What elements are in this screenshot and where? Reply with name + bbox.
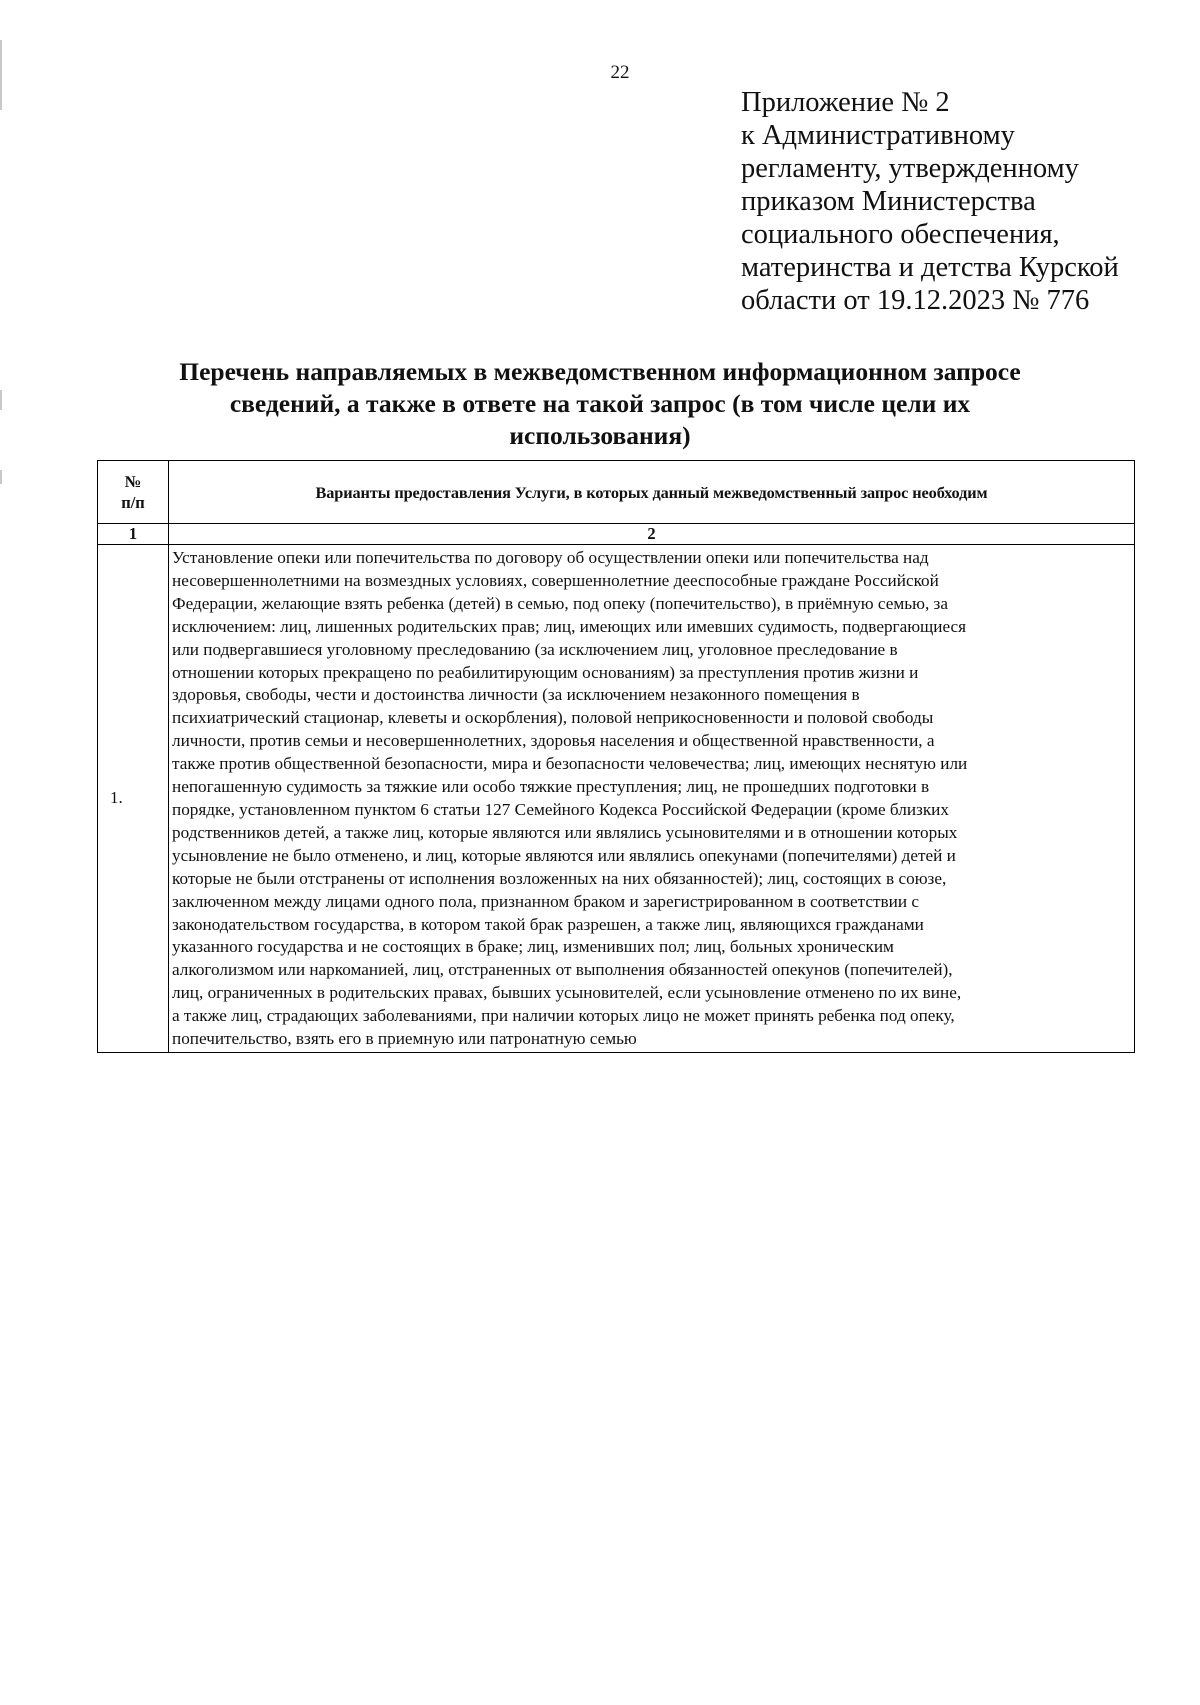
header-number-cell xyxy=(98,461,169,524)
appendix-line: к Административному xyxy=(741,120,1015,151)
description-line: Установление опеки или попечительства по договору об осуществлении опеки или попечительства над xyxy=(172,548,929,567)
appendix-header xyxy=(741,86,1161,317)
header-variants-cell: Варианты предоставления Услуги, в которых данный межведомственный запрос необходим xyxy=(169,461,1135,524)
appendix-line: социального обеспечения, xyxy=(741,219,1060,250)
table-column-numbers-row xyxy=(98,524,1135,545)
description-line: несовершеннолетними на возмездных условиях, совершеннолетние дееспособные граждане Российской xyxy=(172,570,939,590)
appendix-line: приказом Министерства xyxy=(741,186,1036,217)
requests-table xyxy=(97,460,1135,1053)
scan-edge-mark xyxy=(0,470,2,484)
scan-edge-mark xyxy=(0,390,2,410)
column-number-2: 2 xyxy=(169,524,1135,545)
header-number-sign: № xyxy=(124,472,142,491)
description-line: заключенном между лицами одного пола, признанном браком и зарегистрированном в соответствии с xyxy=(172,891,919,911)
description-line: законодательством государства, в котором такой брак разрешен, а также лиц, являющихся гражданами xyxy=(172,914,924,934)
description-line: лиц, ограниченных в родительских правах, бывших усыновителей, если усыновление отменено по их вине, xyxy=(172,983,962,1003)
description-line: алкоголизмом или наркоманией, лиц, отстраненных от выполнения обязанностей опекунов (попечителей), xyxy=(172,960,953,980)
description-line: попечительство, взять его в приемную или патронатную семью xyxy=(172,1029,637,1049)
document-title xyxy=(100,356,1100,452)
title-line: сведений, а также в ответе на такой запрос (в том числе цели их xyxy=(229,389,971,418)
header-number-label: п/п xyxy=(121,493,145,512)
description-line: или подвергавшиеся уголовному преследованию (за исключением лиц, уголовное преследование в xyxy=(172,639,898,659)
row-index: 1. xyxy=(98,545,169,1053)
description-line: которые не были отстранены от исполнения возложенных на них обязанностей); лиц, состоящих в союзе, xyxy=(172,868,947,888)
description-line: непогашенную судимость за тяжкие или особо тяжкие преступления; лиц, не прошедших подготовки в xyxy=(172,777,930,797)
table-header-row xyxy=(98,461,1135,524)
description-line: указанного государства и не состоящих в браке; лиц, изменивших пол; лиц, больных хроническим xyxy=(172,937,894,957)
description-line: личности, против семьи и несовершеннолетних, здоровья населения и общественной нравственности, а xyxy=(172,731,935,751)
description-line: здоровья, свободы, чести и достоинства личности (за исключением незаконного помещения в xyxy=(172,685,860,705)
description-line: а также лиц, страдающих заболеваниями, при наличии которых лицо не может принять ребенка под опеку, xyxy=(172,1006,955,1026)
appendix-line: Приложение № 2 xyxy=(741,87,950,118)
row-description xyxy=(169,545,1135,1053)
table-row xyxy=(98,545,1135,1053)
column-number-1: 1 xyxy=(98,524,169,545)
description-line: родственников детей, а также лиц, которые являются или являлись усыновителями и в отношении которых xyxy=(172,822,958,842)
description-line: усыновление не было отменено, и лиц, которые являются или являлись опекунами (попечителями) детей и xyxy=(172,845,956,865)
description-line: Федерации, желающие взять ребенка (детей) в семью, под опеку (попечительство), в приёмную семью, за xyxy=(172,593,948,613)
description-line: также против общественной безопасности, мира и безопасности человечества; лиц, имеющих неснятую или xyxy=(172,754,968,774)
page-number: 22 xyxy=(610,62,630,83)
title-line: использования) xyxy=(509,421,691,450)
description-line: порядке, установленном пунктом 6 статьи 127 Семейного Кодекса Российской Федерации (кроме близких xyxy=(172,799,949,819)
appendix-line: материнства и детства Курской xyxy=(741,252,1119,283)
appendix-line: регламенту, утвержденному xyxy=(741,153,1079,184)
description-line: отношении которых прекращено по реабилитирующим основаниям) за преступления против жизни и xyxy=(172,662,919,682)
appendix-line: области от 19.12.2023 № 776 xyxy=(741,285,1090,316)
description-line: исключением: лиц, лишенных родительских прав; лиц, имеющих или имевших судимость, подвергающиеся xyxy=(172,616,967,636)
title-line: Перечень направляемых в межведомственном информационном запросе xyxy=(179,357,1021,386)
description-line: психиатрический стационар, клеветы и оскорбления), половой неприкосновенности и половой свободы xyxy=(172,708,934,728)
